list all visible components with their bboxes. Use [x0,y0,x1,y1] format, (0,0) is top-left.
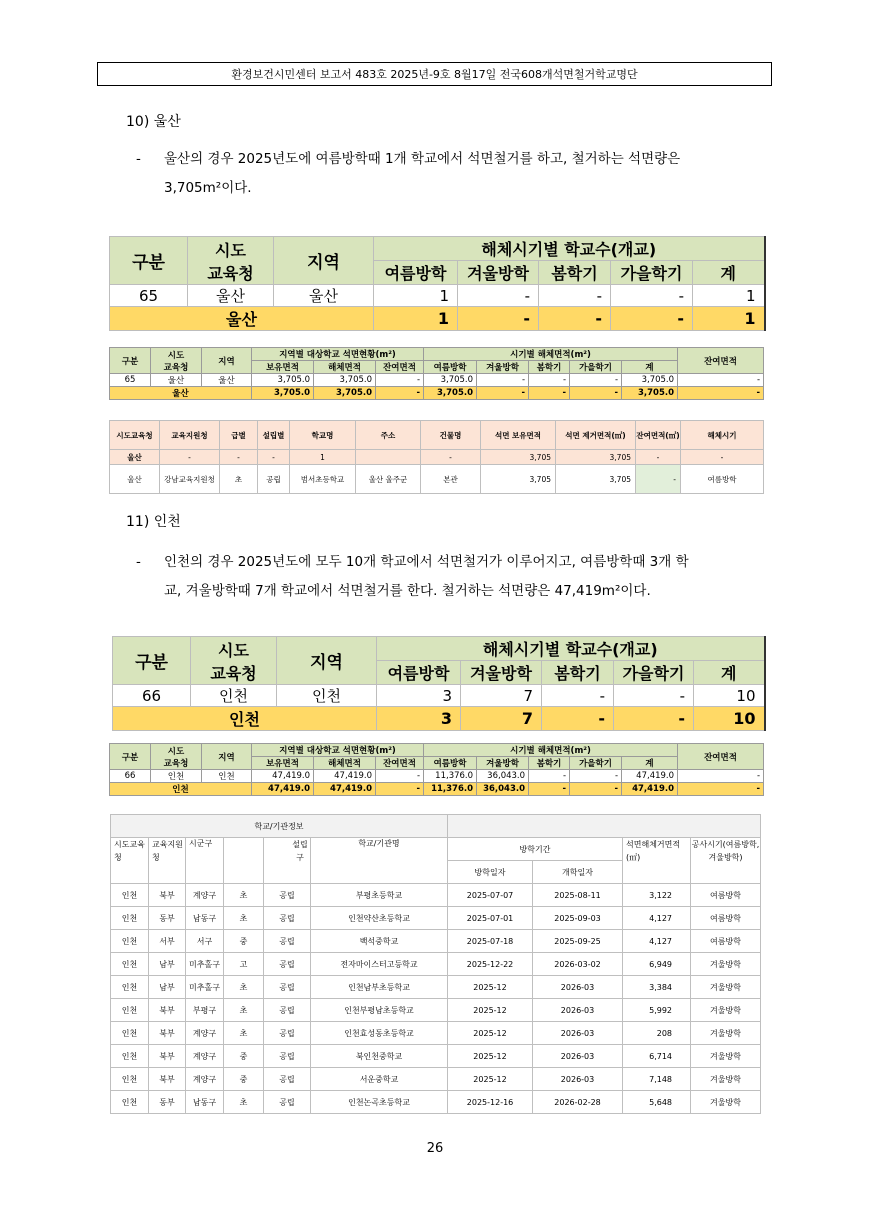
sum-row: 울산 - - - 1 - 3,705 3,705 - - [110,450,764,465]
table-row: 인천 북부 계양구 초 공립 인천효성동초등학교 2025-12 2026-03 208 겨울방학 [111,1022,761,1045]
table-row: 인천 동부 남동구 초 공립 인천논곡초등학교 2025-12-16 2026-02-28 5,648 겨울방학 [111,1091,761,1114]
table-row: 울산 강남교육지원청 초 공립 범서초등학교 울산 울주군 본관 3,705 3,705 - 여름방학 [110,465,764,494]
report-header: 환경보건시민센터 보고서 483호 2025년-9호 8월17일 전국608개석면철거학교명단 [97,62,772,86]
ulsan-school-detail-table: 시도교육청 교육지원청 급별 설립별 학교명 주소 건물명 석면 보유면적 석면 제거면적(㎡) 잔여면적(㎡) 해체시기 울산 - - - 1 - 3,705 3,705 - - 울산 강남교육지원청 초 공립 범서초등학교 울산 울주군 본관 3,705 3,705 - 여름방학 [109,420,764,494]
incheon-area-table: 구분 시도 교육청 지역 지역별 대상학교 석면현황(m²) 시기별 해체면적(m²) 잔여면적 보유면적 해체면적 잔여면적 여름방학 겨울방학 봄학기 가을학기 계 66 인천 인천 47,419.0 47,419.0 - 11,376.0 36,043.0 - - 47,419.0 - 인천 47,419.0 47,419.0 - 11,376.0 36,043.0 - - 47,419.0 - [109,743,764,796]
section-heading-ulsan: 10) 울산 [126,114,181,130]
ulsan-area-table: 구분 시도 교육청 지역 지역별 대상학교 석면현황(m²) 시기별 해체면적(m²) 잔여면적 보유면적 해체면적 잔여면적 여름방학 겨울방학 봄학기 가을학기 계 65 울산 울산 3,705.0 3,705.0 - 3,705.0 - - - 3,705.0 - 울산 3,705.0 3,705.0 - 3,705.0 - - - 3,705.0 - [109,347,764,400]
table-row: 인천 남부 미추홀구 고 공립 전자마이스터고등학교 2025-12-22 2026-03-02 6,949 겨울방학 [111,953,761,976]
bullet-dash: - [136,151,141,167]
table-row: 인천 북부 계양구 초 공립 부평초등학교 2025-07-07 2025-08-11 3,122 여름방학 [111,884,761,907]
incheon-summary-table: 구분 시도 교육청 지역 해체시기별 학교수(개교) 여름방학 겨울방학 봄학기 가을학기 계 66 인천 인천 3 7 - - 10 인천 3 7 - - 10 [112,636,766,731]
section-heading-incheon: 11) 인천 [126,514,181,530]
table-row: 인천 북부 계양구 중 공립 서운중학교 2025-12 2026-03 7,148 겨울방학 [111,1068,761,1091]
incheon-paragraph: - 인천의 경우 2025년도에 모두 10개 학교에서 석면철거가 이루어지고, 여름방학때 3개 학 교, 겨울방학때 7개 학교에서 석면철거를 한다. 철거하는 석면량은 47,419m²이다. [164,548,774,606]
page-number: 26 [426,1141,444,1156]
ulsan-paragraph: - 울산의 경우 2025년도에 여름방학때 1개 학교에서 석면철거를 하고, 철거하는 석면량은 3,705m²이다. [164,145,764,203]
total-row: 울산 1 - - - 1 [110,307,765,331]
table-row: 인천 남부 미추홀구 초 공립 인천남부초등학교 2025-12 2026-03 3,384 겨울방학 [111,976,761,999]
total-row: 인천 47,419.0 47,419.0 - 11,376.0 36,043.0 - - 47,419.0 - [110,783,764,796]
incheon-school-list-table: 학교/기관정보 시도교육청 교육지원청 시군구 설립구 학교/기관명 방학기간 석면해체거면적(㎡) 공사시기(여름방학, 겨울방학) 방학일자 개학일자 인천 북부 계양구 초 공립 부평초등학교 2025-07-07 2025-08-11 3,122 여름방학 인천 동부 남동구 초 공립 인천약산초등학교 2025-07-01 2025-09-03 4,127 여름방학 인천 서부 서구 중 공립 백석중학교 2025-07-18 2025-09-25 4,127 여름방학 인천 남부 미추홀구 고 공립 전자마이스터고등학교 2025-12-22 2026-03-02 6,949 겨울방학 인천 남부 미추홀구 초 공립 인천남부초등학교 2025-12 2026-03 3,384 겨울방학 인천 북부 부평구 초 공립 인천부평남초등학교 2025-12 2026-03 5,992 겨울방학 인천 북부 계양구 초 공립 인천효성동초등학교 2025-12 2026-03 208 겨울방학 인천 북부 계양구 중 공립 북인천중학교 2025-12 2026-03 6,714 겨울방학 인천 북부 계양구 중 공립 서운중학교 2025-12 2026-03 7,148 겨울방학 인천 동부 남동구 초 공립 인천논곡초등학교 2025-12-16 2026-02-28 5,648 겨울방학 [110,814,761,1114]
table-row: 인천 북부 부평구 초 공립 인천부평남초등학교 2025-12 2026-03 5,992 겨울방학 [111,999,761,1022]
table-row: 66 인천 인천 3 7 - - 10 [113,685,765,707]
table-row: 65 울산 울산 3,705.0 3,705.0 - 3,705.0 - - - 3,705.0 - [110,374,764,387]
table-row: 66 인천 인천 47,419.0 47,419.0 - 11,376.0 36,043.0 - - 47,419.0 - [110,770,764,783]
table-row: 인천 북부 계양구 중 공립 북인천중학교 2025-12 2026-03 6,714 겨울방학 [111,1045,761,1068]
bullet-dash: - [136,554,141,570]
table-row: 65 울산 울산 1 - - - 1 [110,285,765,307]
table-row: 인천 동부 남동구 초 공립 인천약산초등학교 2025-07-01 2025-09-03 4,127 여름방학 [111,907,761,930]
table-row: 인천 서부 서구 중 공립 백석중학교 2025-07-18 2025-09-25 4,127 여름방학 [111,930,761,953]
total-row: 울산 3,705.0 3,705.0 - 3,705.0 - - - 3,705.0 - [110,387,764,400]
total-row: 인천 3 7 - - 10 [113,707,765,731]
ulsan-summary-table: 구분 시도 교육청 지역 해체시기별 학교수(개교) 여름방학 겨울방학 봄학기 가을학기 계 65 울산 울산 1 - - - 1 울산 1 - - - 1 [109,236,766,331]
